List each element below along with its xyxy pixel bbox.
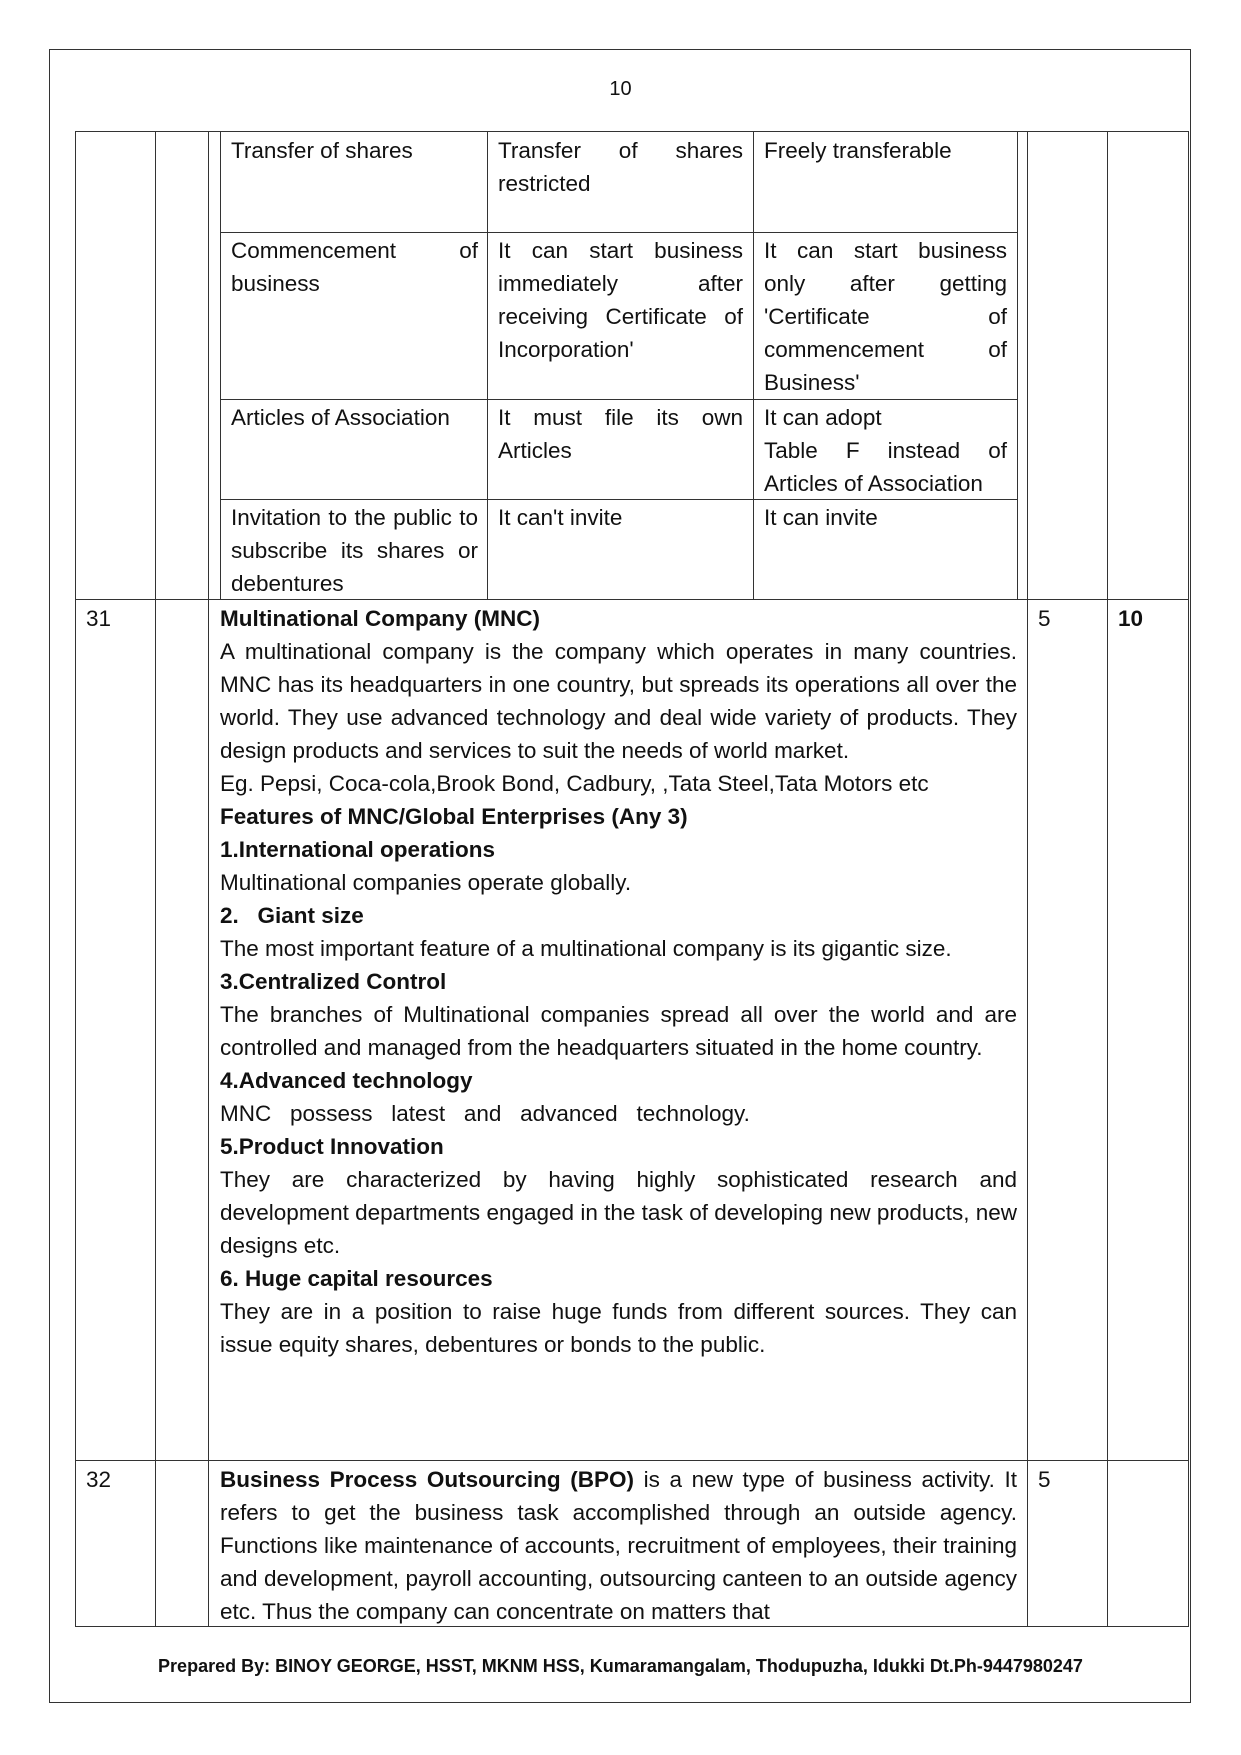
answer-body	[220, 602, 1017, 1361]
answer-paragraph: A multinational company is the company which operates in many countries. MNC has its headquarters in one country, but spreads its operations all over the world. They use advanced technology and deal wide variety of products. They design products and services to suit the needs of world market.	[220, 639, 1017, 763]
feature-cell: Transfer of shares	[231, 138, 413, 163]
feature-text: The most important feature of a multinational company is its gigantic size.	[220, 936, 952, 961]
example-line: Eg. Pepsi, Coca-cola,Brook Bond, Cadbury, ,Tata Steel,Tata Motors etc	[220, 771, 929, 796]
answer-bold-lead: Business Process Outsourcing (BPO)	[220, 1467, 634, 1492]
private-cell: It can't invite	[498, 505, 623, 530]
public-cell: It can start business only after getting 'Certificate of commencement of Business'	[764, 238, 1007, 395]
features-heading: Features of MNC/Global Enterprises (Any 3)	[220, 804, 688, 829]
feature-title: 6. Huge capital resources	[220, 1266, 493, 1291]
page-number: 10	[609, 78, 632, 100]
answer-body	[220, 1463, 1017, 1625]
feature-title: 4.Advanced technology	[220, 1068, 473, 1093]
private-cell: It can start business immediately after receiving Certificate of Incorporation'	[498, 238, 743, 362]
public-cell: Freely transferable	[764, 138, 952, 163]
answer-heading: Multinational Company (MNC)	[220, 606, 540, 631]
feature-text: MNC possess latest and advanced technology.	[220, 1101, 750, 1126]
feature-cell: Commencement of business	[231, 238, 478, 296]
answer-paragraph: is a new type of business activity. It refers to get the business task accomplished through an outside agency. Functions like maintenance of accounts, recruitment of employees, their training and development, payroll accounting, outsourcing canteen to an outside agency etc. Thus the company can concentrate on matters that	[220, 1467, 1017, 1624]
feature-text: They are in a position to raise huge funds from different sources. They can issue equity shares, debentures or bonds to the public.	[220, 1299, 1017, 1357]
private-cell: It must file its own Articles	[498, 405, 743, 463]
question-marks: 5	[1038, 606, 1051, 631]
feature-title: 2. Giant size	[220, 903, 364, 928]
feature-text: They are characterized by having highly sophisticated research and development departments engaged in the task of developing new products, new designs etc.	[220, 1167, 1017, 1258]
public-cell-line: It can adopt	[764, 405, 882, 430]
feature-text: Multinational companies operate globally.	[220, 870, 632, 895]
question-total: 10	[1118, 606, 1144, 631]
question-number: 31	[86, 606, 112, 631]
page-footer: Prepared By: BINOY GEORGE, HSST, MKNM HSS, Kumaramangalam, Thodupuzha, Idukki Dt.Ph-9447980247	[158, 1656, 1083, 1676]
feature-title: 5.Product Innovation	[220, 1134, 444, 1159]
feature-cell: Invitation to the public to subscribe its shares or debentures	[231, 505, 478, 596]
feature-title: 3.Centralized Control	[220, 969, 447, 994]
question-number: 32	[86, 1467, 112, 1492]
public-cell	[764, 401, 1007, 500]
private-cell: Transfer of shares restricted	[498, 138, 743, 196]
feature-text: The branches of Multinational companies spread all over the world and are controlled and managed from the headquarters situated in the home country.	[220, 1002, 1017, 1060]
public-cell: It can invite	[764, 505, 878, 530]
feature-title: 1.International operations	[220, 837, 496, 862]
feature-cell: Articles of Association	[231, 405, 450, 430]
public-cell-line: Table F instead of Articles of Association	[764, 438, 1007, 496]
question-marks: 5	[1038, 1467, 1051, 1492]
